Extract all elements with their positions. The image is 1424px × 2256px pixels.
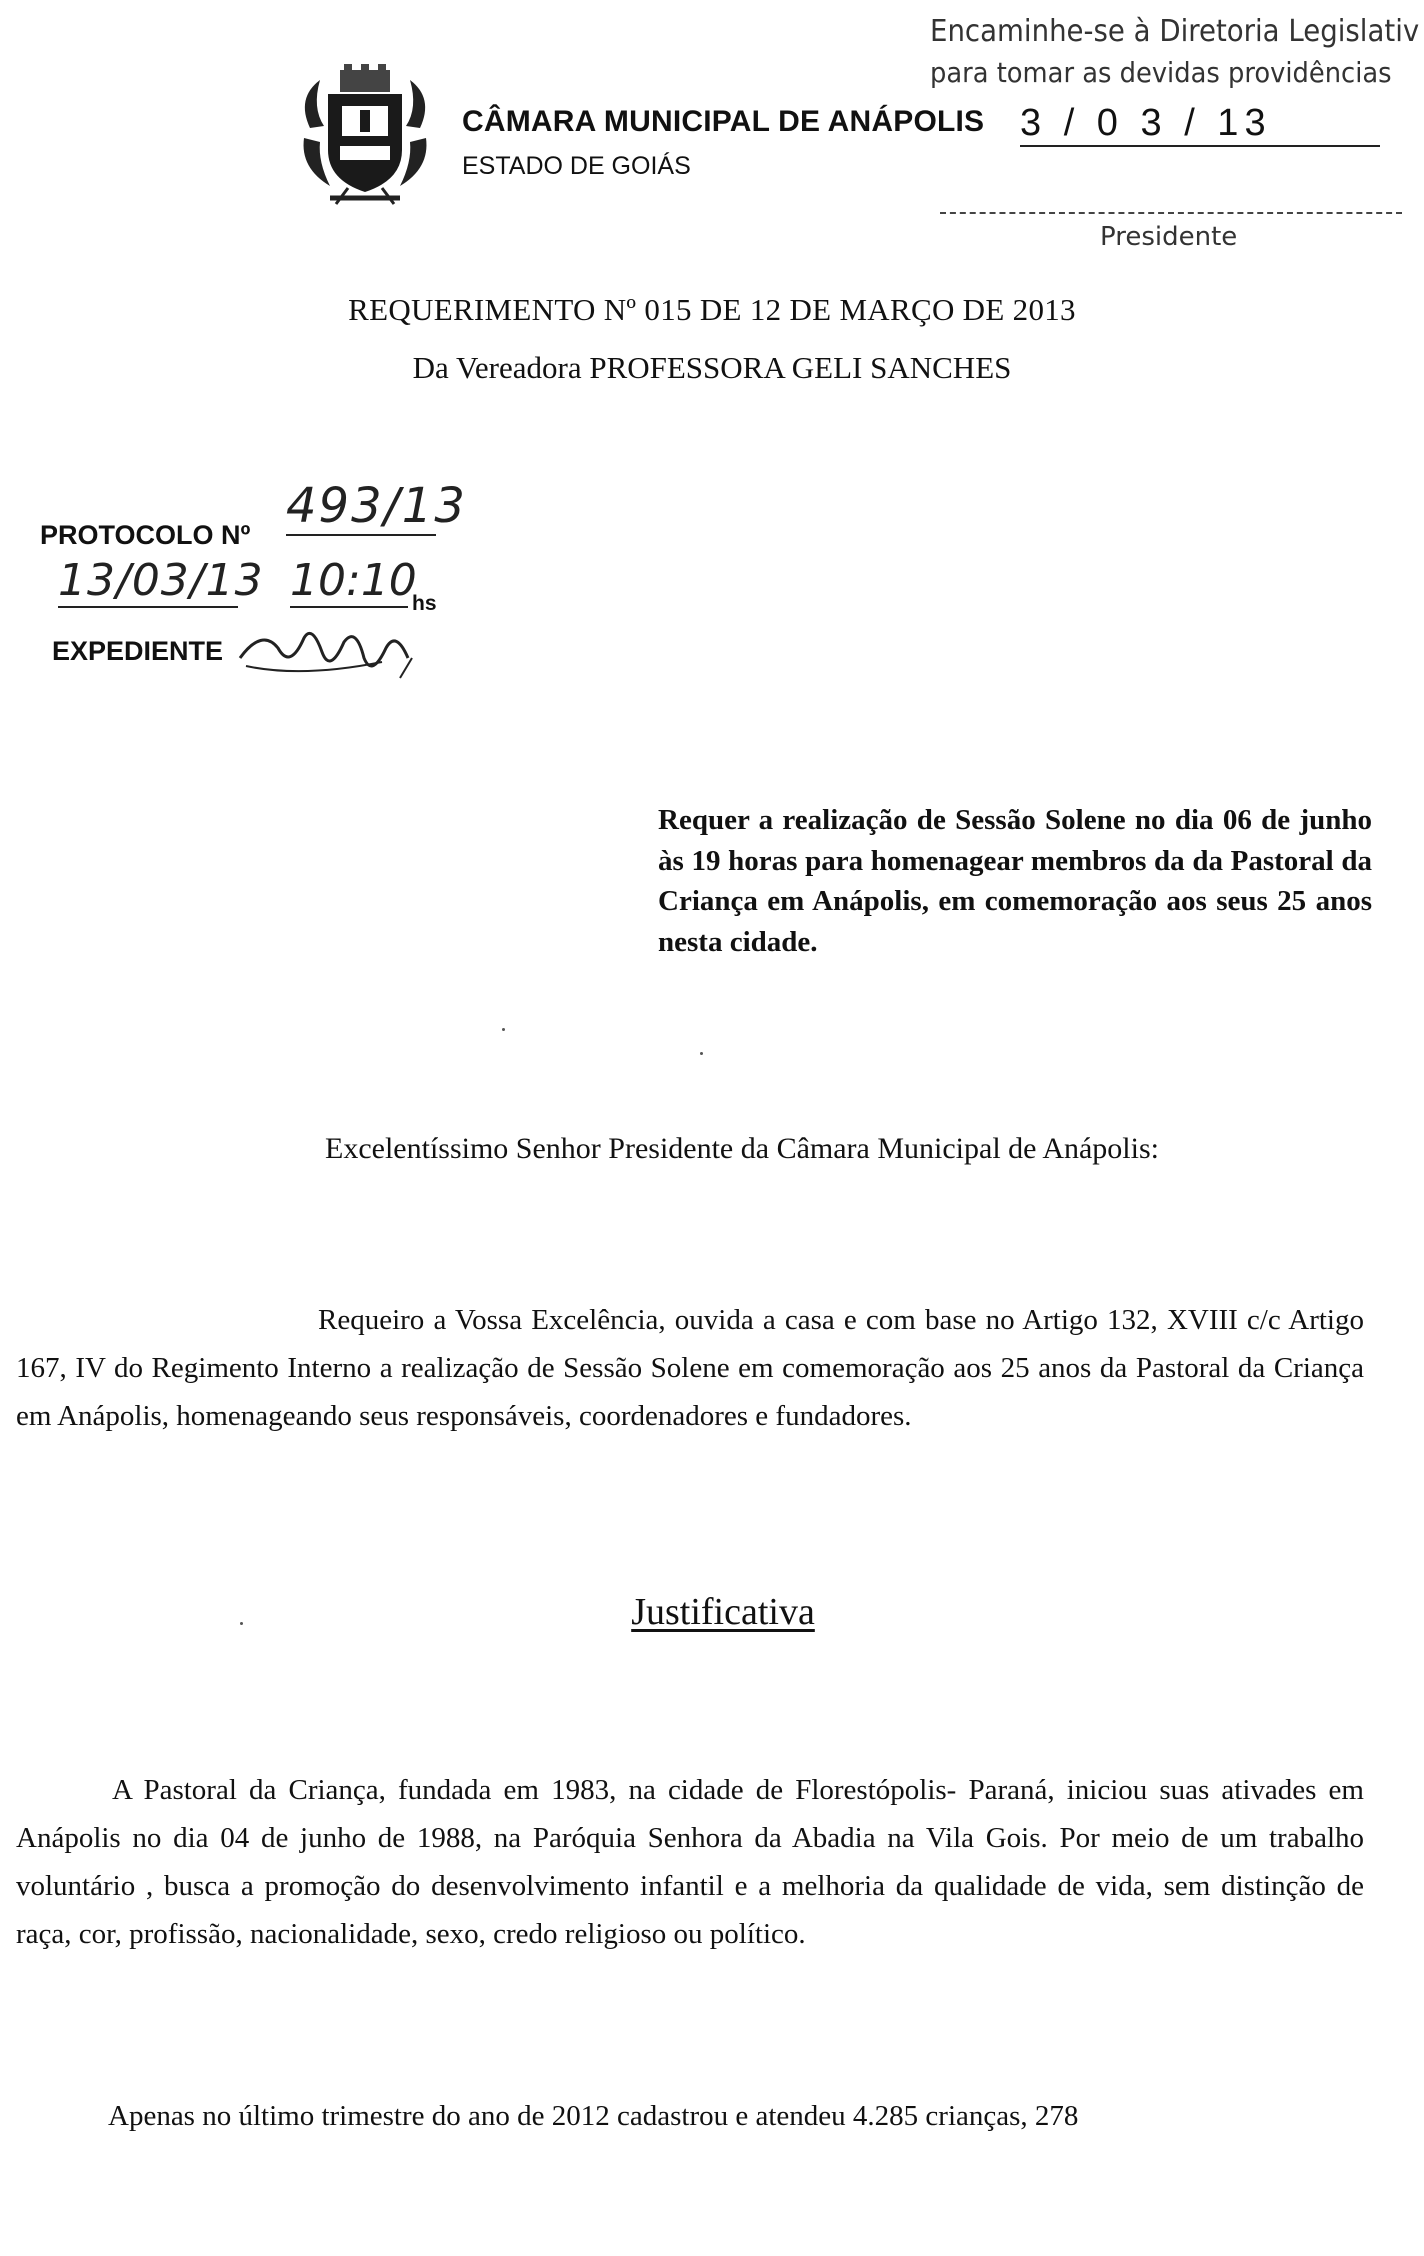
ementa: Requer a realização de Sessão Solene no dia 06 de junho às 19 horas para homenagear membros da da Pastoral da Criança em Anápolis, em comemoração aos seus 25 anos nesta cidade. <box>658 804 1372 958</box>
request-paragraph: Requeiro a Vossa Excelência, ouvida a casa e com base no Artigo 132, XVIII c/c Artigo 167, IV do Regimento Interno a realização de Sessão Solene em comemoração aos 25 anos da Pastoral da Criança em Anápolis, homenageando seus responsáveis, coordenadores e fundadores. <box>16 1304 1364 1433</box>
handwritten-signature <box>232 618 422 688</box>
protocol-date: 13/03/13 <box>58 555 264 606</box>
state-name: ESTADO DE GOIÁS <box>462 152 691 180</box>
requirement-title: REQUERIMENTO Nº 015 DE 12 DE MARÇO DE 2013 <box>348 292 1076 327</box>
dispatch-note-line-1: Encaminhe-se à Diretoria Legislativ <box>930 14 1420 49</box>
institution-name: CÂMARA MUNICIPAL DE ANÁPOLIS <box>462 105 985 138</box>
justification-heading <box>0 1590 1424 1634</box>
signature-line <box>940 212 1402 214</box>
signer-role: Presidente <box>1100 222 1238 252</box>
coat-of-arms-icon <box>290 58 440 208</box>
justification-heading-text: Justificativa <box>631 1591 815 1633</box>
dispatch-date: 3 / 0 3 / 13 <box>1020 102 1380 147</box>
protocol-label: PROTOCOLO Nº <box>40 520 251 550</box>
expediente-label: EXPEDIENTE <box>52 636 224 666</box>
scan-speck <box>240 1622 243 1625</box>
salutation: Excelentíssimo Senhor Presidente da Câmara Municipal de Anápolis: <box>325 1132 1159 1165</box>
dispatch-note-line-2: para tomar as devidas providências <box>930 56 1392 89</box>
requirement-author: Da Vereadora PROFESSORA GELI SANCHES <box>412 350 1012 385</box>
justification-paragraph-1: A Pastoral da Criança, fundada em 1983, na cidade de Florestópolis- Paraná, iniciou suas ativades em Anápolis no dia 04 de junho de 1988, na Paróquia Senhora da Abadia na Vila Gois. Por meio de um trabalho voluntário , busca a promoção do desenvolvimento infantil e a melhoria da qualidade de vida, sem distinção de raça, cor, profissão, nacionalidade, sexo, credo religioso ou político. <box>16 1774 1364 1951</box>
justification-paragraph-2: Apenas no último trimestre do ano de 2012 cadastrou e atendeu 4.285 crianças, 278 <box>108 2100 1079 2132</box>
scan-speck <box>502 1028 505 1031</box>
protocol-time-unit: hs <box>412 592 437 615</box>
protocol-number: 493/13 <box>286 478 467 534</box>
protocol-time: 10:10 <box>290 555 417 606</box>
scan-speck <box>700 1052 703 1055</box>
